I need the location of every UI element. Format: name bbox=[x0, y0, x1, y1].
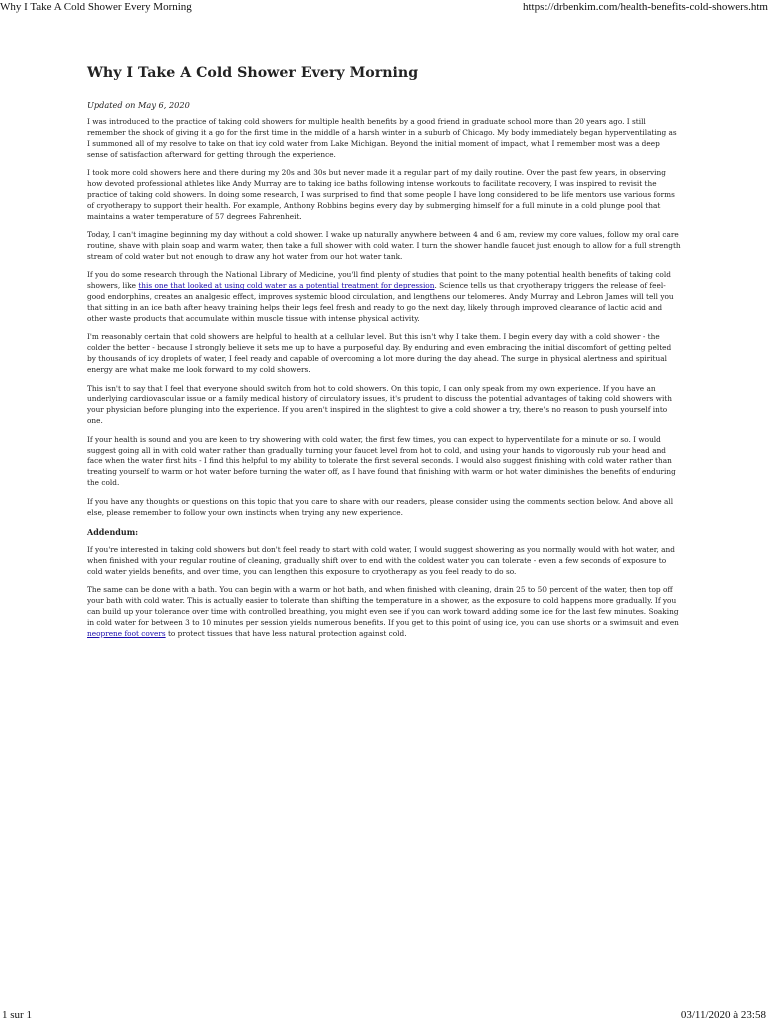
paragraph-10-text-before: The same can be done with a bath. You can begin with a warm or hot bath, and when finished with cleaning, drain 25 to 50 percent of the water, then top off your bath with cold water. This is actually easier to tolerate than shifting the temperature in a shower, as the exposure to cold happens more gradually. If you can build up your tolerance over time with controlled breathing, you might even see if you can work toward adding some ice for the last few minutes. Soaking in cold water for between 3 to 10 minutes per session yields numerous benefits. If you get to this point of using ice, you can use shorts or a swimsuit and even bbox=[87, 585, 679, 627]
paragraph-5: I'm reasonably certain that cold showers are helpful to health at a cellular level. But this isn't why I take them. I begin every day with a cold shower - the colder the better - because I strongly believe it sets me up to have a purposeful day. By enduring and even embracing the initial discomfort of getting pelted by thousands of icy droplets of water, I feel ready and capable of overcoming a lot more during the day ahead. The surge in physical alertness and spiritual energy are what make me look forward to my cold showers. bbox=[87, 332, 672, 375]
paragraph-10 bbox=[87, 585, 681, 640]
paragraph-6: This isn't to say that I feel that everyone should switch from hot to cold showers. On this topic, I can only speak from my own experience. If you have an underlying cardiovascular issue or a family medical history of circulatory issues, it's prudent to discuss the potential advantages of taking cold showers with your physician before plunging into the experience. If you aren't inspired in the slightest to give a cold shower a try, there's no reason to push yourself into one. bbox=[87, 383, 672, 426]
paragraph-7: If your health is sound and you are keen to try showering with cold water, the first few times, you can expect to hyperventilate for a minute or so. I would suggest going all in with cold water rather than gradually turning your faucet level from hot to cold, and using your hands to vigorously rub your head and face when the water first hits - I find this helpful to my ability to tolerate the first several seconds. I would also suggest finishing with cold water rather than treating yourself to warm or hot water before turning the water off, as I have found that finishing with warm or hot water diminishes the benefits of enduring the cold. bbox=[87, 434, 676, 488]
addendum-heading: Addendum: bbox=[87, 526, 139, 537]
paragraph-1: I was introduced to the practice of taking cold showers for multiple health benefits by a good friend in graduate school more than 20 years ago. I still remember the shock of giving it a go for the first time in the middle of a harsh winter in a suburb of Chicago. My body immediately began hyperventilating as I summoned all of my resolve to take on that icy cold water from Lake Michigan. Beyond the initial moment of impact, what I remember most was a deep sense of satisfaction afterward for getting through the experience. bbox=[87, 117, 677, 159]
print-header-url: https://drbenkim.com/health-benefits-cold-showers.htm bbox=[522, 1, 768, 13]
article-title: Why I Take A Cold Shower Every Morning bbox=[87, 65, 419, 81]
print-footer bbox=[0, 1006, 768, 1024]
paragraph-8: If you have any thoughts or questions on this topic that you care to share with our readers, please consider using the comments section below. And above all else, please remember to follow your own instincts when trying any new experience. bbox=[87, 496, 674, 517]
updated-date: Updated on May 6, 2020 bbox=[87, 100, 190, 110]
paragraph-10-text-after: to protect tissues that have less natural protection against cold. bbox=[165, 628, 407, 638]
paragraph-2: I took more cold showers here and there during my 20s and 30s but never made it a regular part of my daily routine. Over the past few years, in observing how devoted professional athletes like Andy Murray are to taking ice baths following intense workouts to facilitate recovery, I was inspired to revisit the practice of taking cold showers. In doing some research, I was surprised to find that some people I have long considered to be life mentors use various forms of cryotherapy to support their health. For example, Anthony Robbins begins every day by submerging himself for a full minute in a cold plunge pool that maintains a water temperature of 57 degrees Fahrenheit. bbox=[87, 168, 675, 221]
print-footer-page-number: 1 sur 1 bbox=[2, 1009, 32, 1021]
depression-study-link[interactable]: this one that looked at using cold water as a potential treatment for depression bbox=[138, 281, 435, 291]
print-header-title: Why I Take A Cold Shower Every Morning bbox=[0, 1, 192, 13]
paragraph-4-text-after: . Science tells us that cryotherapy triggers the release of feel-good endorphins, creates an analgesic effect, improves systemic blood circulation, and lengthens our telomeres. Andy Murray and Lebron James will tell you that sitting in an ice bath after heavy training helps their legs feel fresh and ready to go the next day, likely through improved clearance of lactic acid and other waste products that accumulate within muscle tissue with intense physical activity. bbox=[87, 281, 674, 323]
paragraph-4-text-before: If you do some research through the National Library of Medicine, you'll find plenty of studies that point to the many potential health benefits of taking cold showers, like bbox=[87, 270, 671, 291]
print-footer-datetime: 03/11/2020 à 23:58 bbox=[680, 1009, 766, 1021]
paragraph-4 bbox=[87, 270, 681, 325]
neoprene-foot-covers-link[interactable]: neoprene foot covers bbox=[87, 628, 166, 638]
article bbox=[87, 60, 681, 640]
print-header bbox=[0, 0, 768, 18]
paragraph-3: Today, I can't imagine beginning my day without a cold shower. I wake up naturally anywhere between 4 and 6 am, review my core values, follow my oral care routine, shave with plain soap and warm water, then take a full shower with cold water. I turn the shower handle faucet just enough to allow for a full strength stream of cold water but not enough to draw any hot water from our hot water tank. bbox=[87, 230, 681, 261]
paragraph-9: If you're interested in taking cold showers but don't feel ready to start with cold water, I would suggest showering as you normally would with hot water, and when finished with your regular routine of cleaning, gradually shift over to end with the coldest water you can tolerate - even a few seconds of exposure to cold water yields benefits, and over time, you can lengthen this exposure to cryotherapy as you feel ready to do so. bbox=[87, 545, 675, 576]
